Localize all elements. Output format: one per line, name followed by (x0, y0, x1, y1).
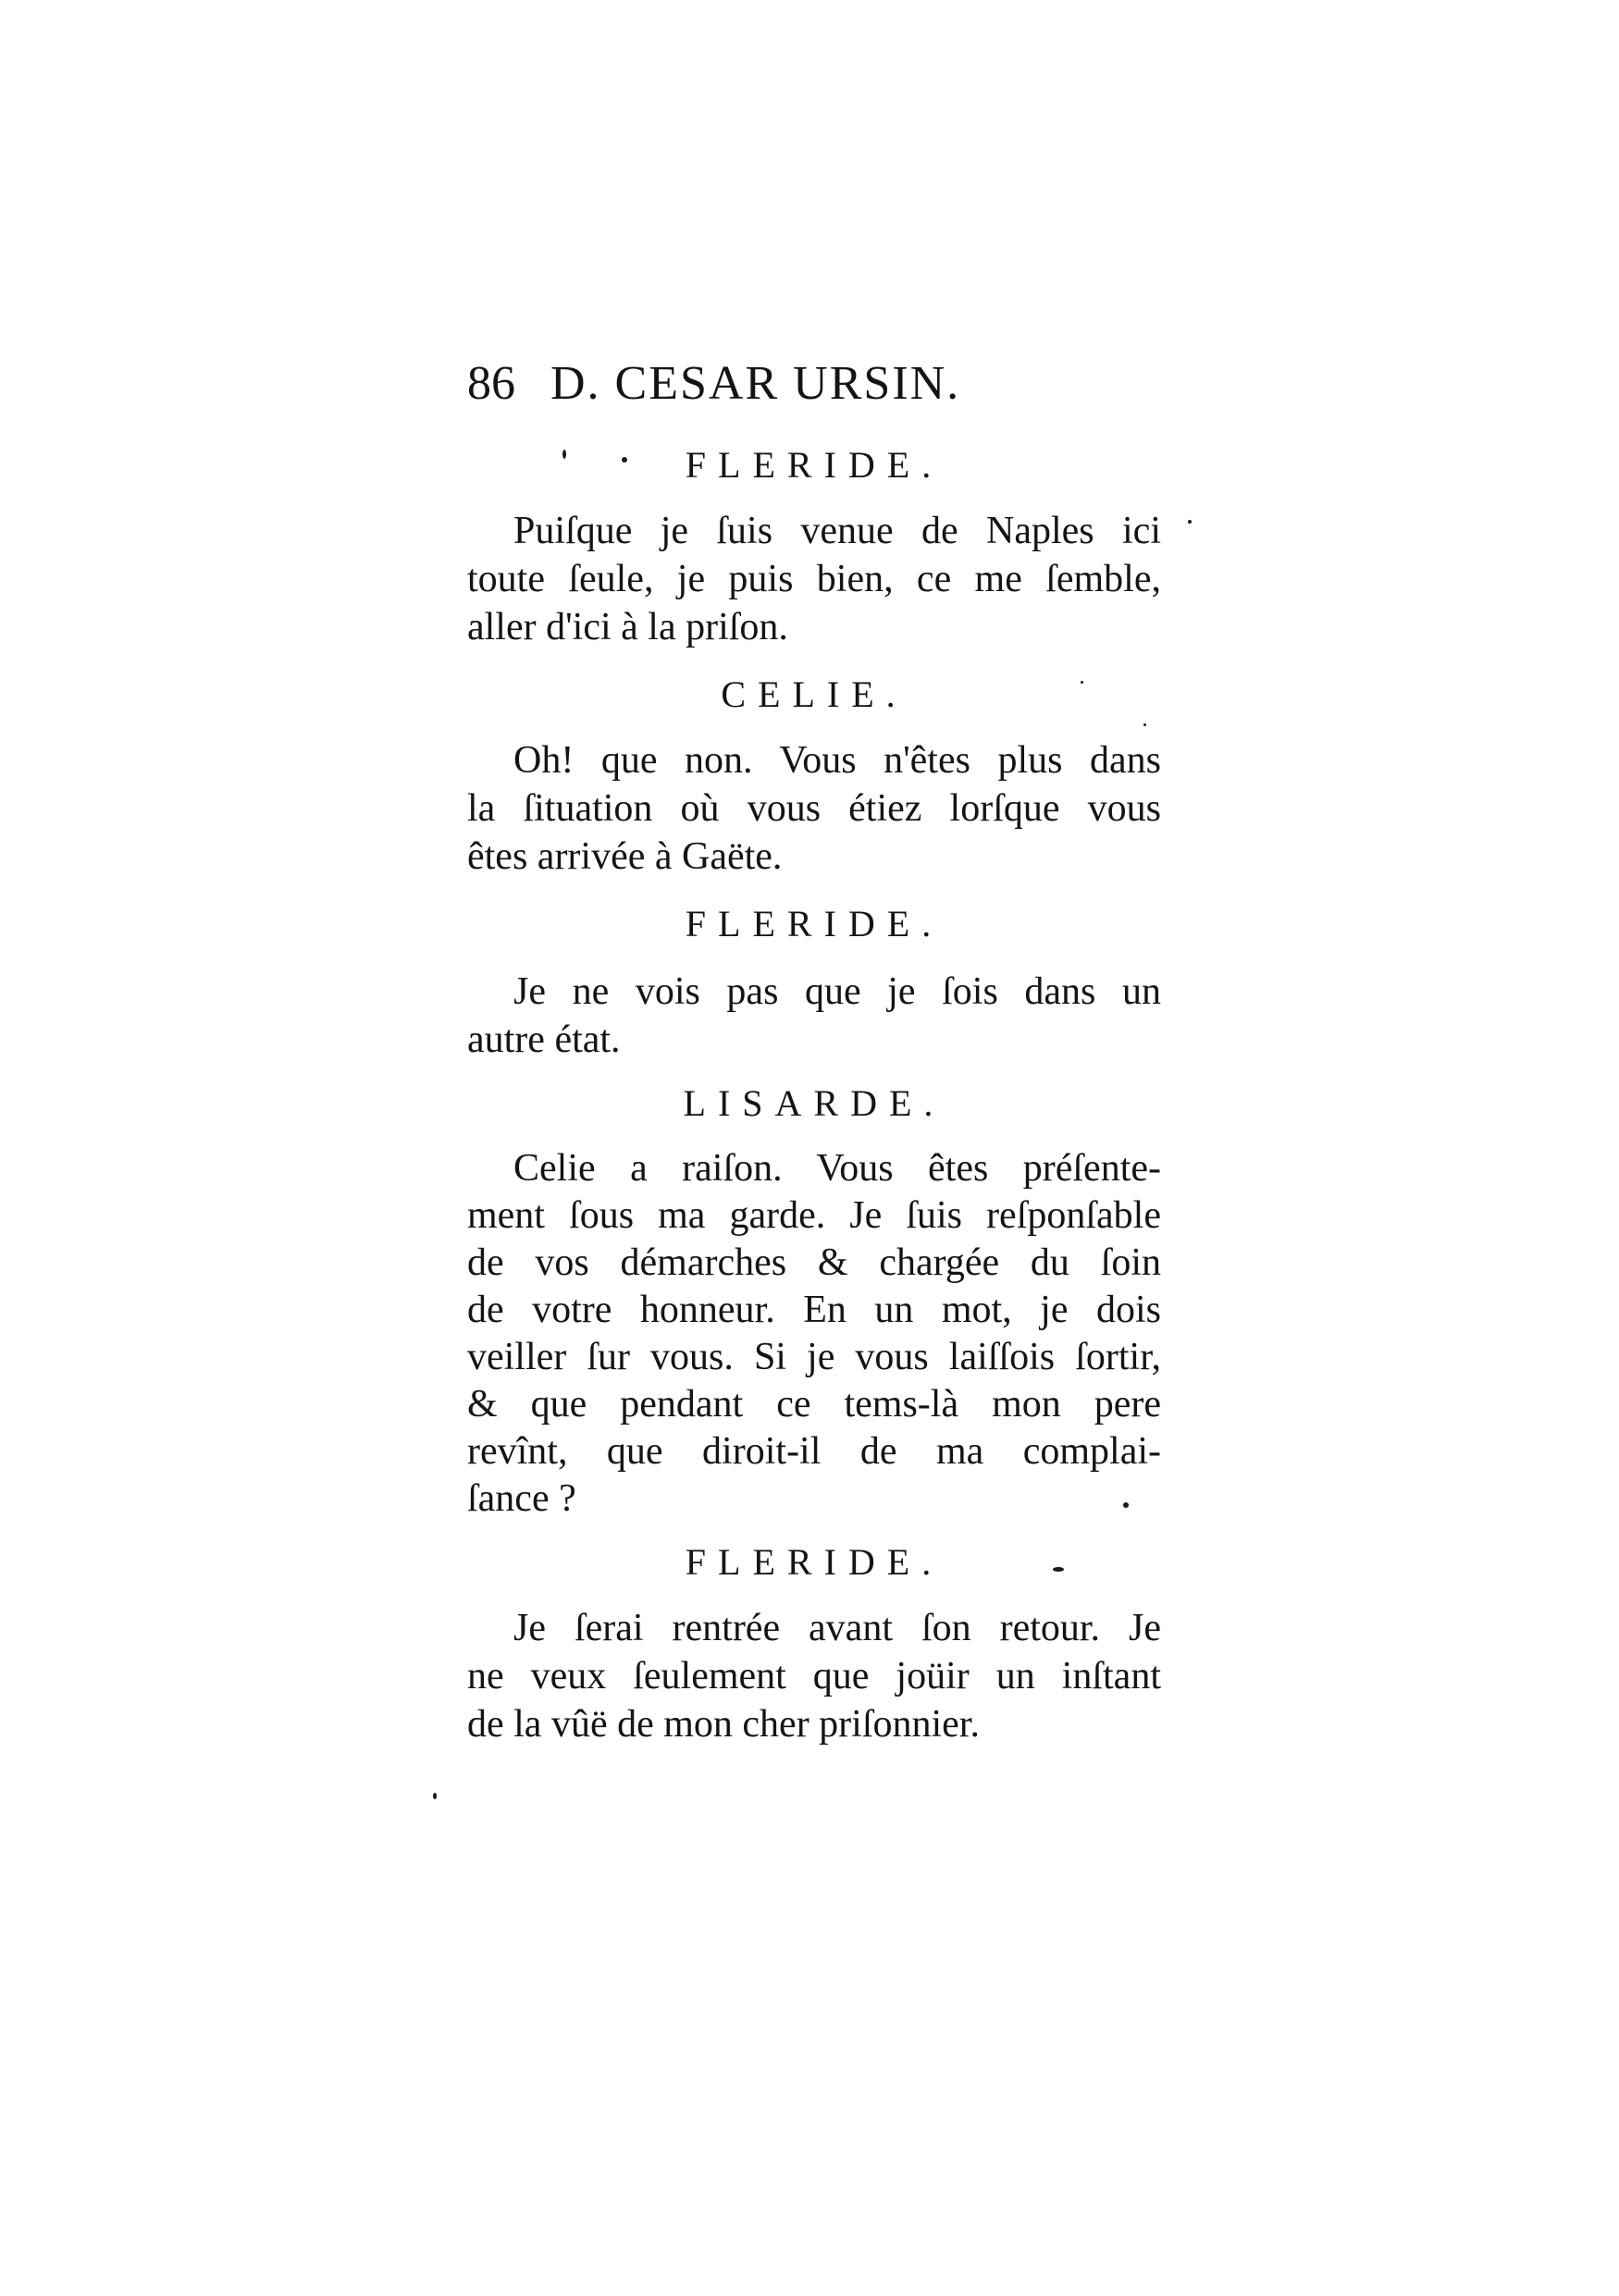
ink-speck (1143, 723, 1146, 726)
speech-line: Celie a raiſon. Vous êtes préſente- (513, 1147, 1161, 1190)
speech-line: ment ſous ma garde. Je ſuis reſponſable (467, 1194, 1161, 1237)
speech-text (467, 1145, 1161, 1523)
speech-line: & que pendant ce tems-là mon pere (467, 1383, 1161, 1426)
speech-line: aller d'ici à la priſon. (467, 606, 788, 648)
speech-line: de la vûë de mon cher priſonnier. (467, 1703, 980, 1746)
speech-line: de votre honneur. En un mot, je dois (467, 1289, 1161, 1331)
speech-line: Je ſerai rentrée avant ſon retour. Je (513, 1607, 1161, 1649)
speech-line: ſance ? (467, 1477, 576, 1520)
speech-text (467, 736, 1161, 881)
page-number: 86 (467, 357, 515, 410)
speech-line: de vos démarches & chargée du ſoin (467, 1241, 1161, 1284)
speech-text (467, 968, 1161, 1064)
speech-line: toute ſeule, je puis bien, ce me ſemble, (467, 558, 1161, 600)
speech-line: veiller ſur vous. Si je vous laiſſois ſortir, (467, 1336, 1161, 1378)
ink-speck (1081, 681, 1083, 684)
ink-speck (433, 1793, 437, 1799)
running-head (467, 347, 1115, 421)
ink-speck (622, 457, 627, 463)
speech-line: autre état. (467, 1018, 621, 1061)
speech-line: ne veux ſeulement que joüir un inſtant (467, 1655, 1161, 1697)
speaker-name: FLERIDE. (685, 903, 944, 944)
speech-line: la ſituation où vous étiez lorſque vous (467, 787, 1161, 830)
speech-line: êtes arrivée à Gaëte. (467, 835, 783, 878)
ink-speck (562, 450, 566, 459)
speaker-name: CELIE. (721, 673, 908, 715)
speech-text (467, 1604, 1161, 1748)
running-title: D. CESAR URSIN. (550, 357, 961, 410)
speech-text (467, 507, 1161, 651)
speech-line: Je ne vois pas que je ſois dans un (513, 970, 1161, 1013)
speech-line: Puiſque je ſuis venue de Naples ici (513, 510, 1161, 552)
speaker-name: FLERIDE. (685, 444, 944, 486)
speech-line: Oh! que non. Vous n'êtes plus dans (513, 739, 1161, 782)
ink-speck (1123, 1502, 1129, 1508)
ink-speck (1188, 520, 1192, 524)
speech-line: revînt, que diroit-il de ma complai- (467, 1430, 1161, 1473)
speaker-name: FLERIDE. (685, 1541, 944, 1583)
ink-speck (1053, 1567, 1064, 1572)
speaker-name: LISARDE. (683, 1082, 945, 1124)
